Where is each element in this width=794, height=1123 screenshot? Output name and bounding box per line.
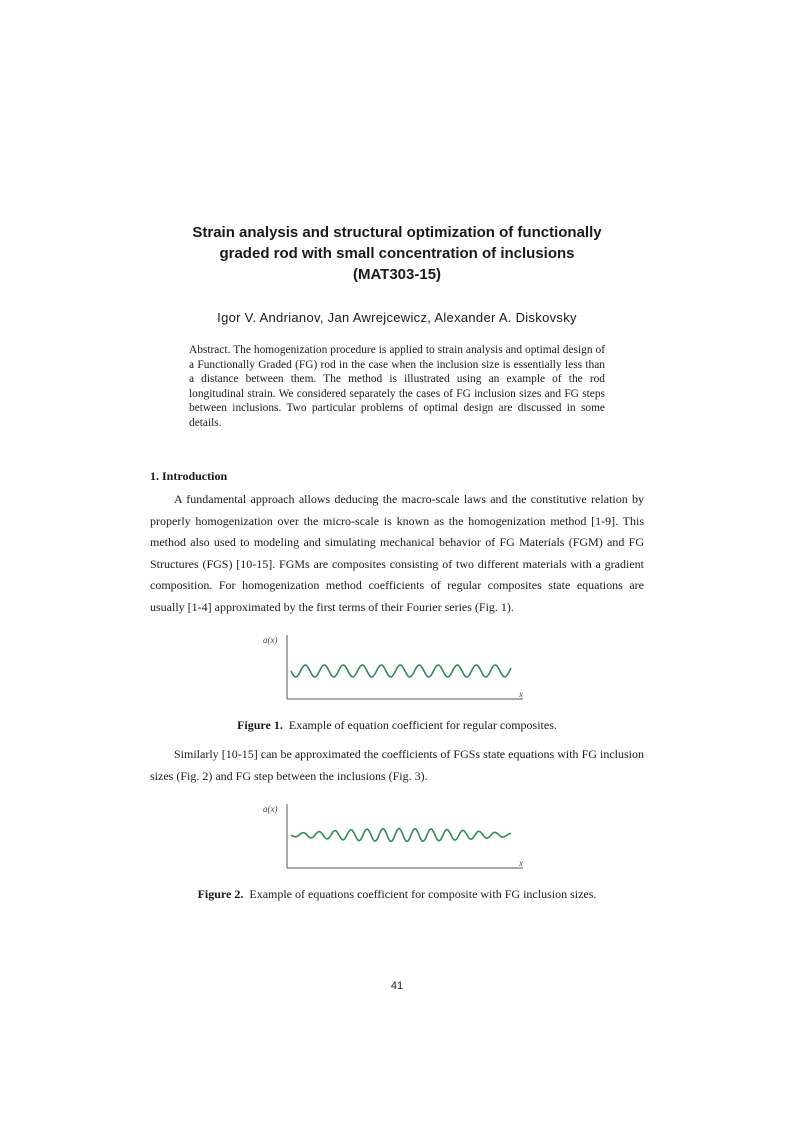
section-heading-introduction: 1. Introduction — [150, 469, 228, 483]
title-line-3: (MAT303-15) — [352, 266, 442, 283]
paragraph-intro: A fundamental approach allows deducing the macro-scale laws and the constitutive relation by properly homogenization over the micro-scale is known as the homogenization method [1-9]. This method also used to modeling and simulating mechanical behavior of FG Materials (FGM) and FG Structures (FGS) [10-15]. FGMs are composites consisting of two different materials with a gradient composition. For homogenization method coefficients of regular composites state equations are usually [1-4] approximated by the first terms of their Fourier series (Fig. 1). — [150, 492, 644, 614]
figure-2-y-label: a(x) — [263, 804, 278, 814]
figure-1-curve — [291, 665, 511, 677]
figure-1-caption-label: Figure 1. — [237, 718, 283, 732]
figure-1-caption-text: Example of equation coefficient for regular composites. — [288, 718, 557, 732]
figure-2-plot — [255, 798, 535, 878]
figure-2-caption-text: Example of equations coefficient for composite with FG inclusion sizes. — [249, 887, 597, 901]
figure-2 — [255, 798, 535, 878]
figure-1-y-label: a(x) — [263, 635, 278, 645]
paper-title — [150, 222, 644, 285]
figure-2-x-label: x — [519, 858, 523, 868]
figure-1 — [255, 629, 535, 709]
abstract: Abstract. The homogenization procedure is applied to strain analysis and optimal design of a Functionally Graded (FG) rod in the case when the inclusion size is essentially less than a distance between them. The method is illustrated using an example of the rod longitudinal strain. We considered separately the cases of FG inclusion sizes and FG steps between inclusions. Two particular problems of optimal design are discussed in some details. — [189, 344, 605, 429]
figure-2-curve — [291, 829, 511, 842]
figure-1-plot — [255, 629, 535, 709]
title-line-1: Strain analysis and structural optimization of functionally — [192, 224, 602, 241]
figure-2-caption-label: Figure 2. — [197, 887, 244, 901]
paragraph-similarly: Similarly [10-15] can be approximated the coefficients of FGSs state equations with FG inclusion sizes (Fig. 2) and FG step between the inclusions (Fig. 3). — [150, 747, 644, 783]
title-line-2: graded rod with small concentration of inclusions — [219, 245, 575, 262]
figure-2-caption — [150, 887, 644, 902]
page-number: 41 — [390, 980, 404, 992]
figure-1-x-label: x — [519, 689, 523, 699]
author-list: Igor V. Andrianov, Jan Awrejcewicz, Alexander A. Diskovsky — [217, 310, 577, 325]
figure-1-caption — [150, 718, 644, 733]
